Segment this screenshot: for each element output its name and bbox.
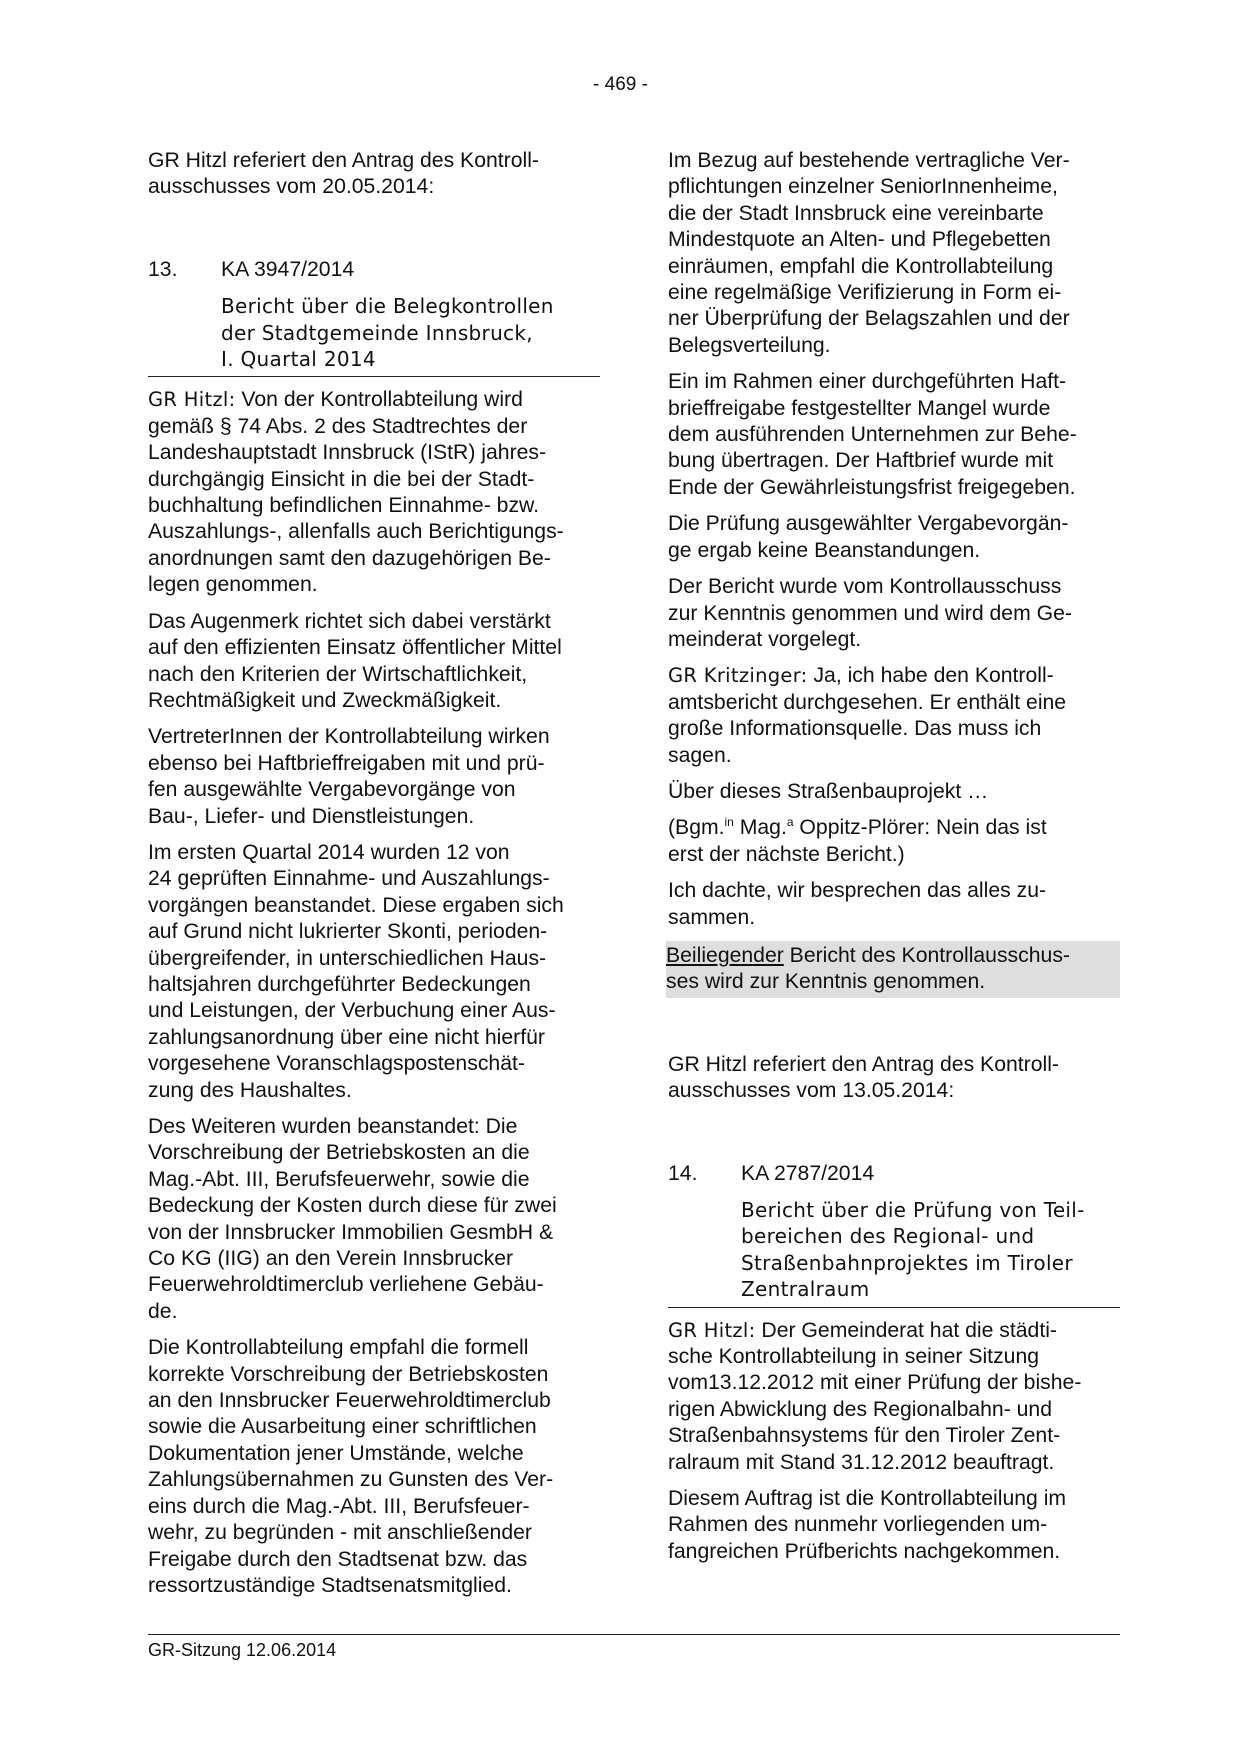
paragraph: Das Augenmerk richtet sich dabei verstärkt auf den effizienten Einsatz öffentlicher Mittel nach den Kriterien der Wirtschaftlichkeit, Rechtmäßigkeit und Zweckmäßigkeit. <box>148 609 562 712</box>
paragraph: GR Kritzinger: Ja, ich habe den Kontroll- amtsbericht durchgesehen. Er enthält eine große Informationsquelle. Das muss ich sagen. <box>668 664 1067 767</box>
item-number: 14. <box>668 1161 698 1185</box>
item-subject: Bericht über die Prüfung von Teil- bereichen des Regional- und Straßenbahnprojektes im Tiroler Zentralraum <box>741 1198 1085 1302</box>
paragraph: Die Kontrollabteilung empfahl die formell korrekte Vorschreibung der Betriebskosten an den Innsbrucker Feuerwehroldtimerclub sowie die Ausarbeitung einer schriftlichen Dokumentation jener Umstände, welche Zahlungsübernahmen zu Gunsten des Ver- eins durch die Mag.-Abt. III, Berufsfeuer- wehr, zu begründen - mit anschließender Freigabe durch den Stadtsenat bzw. das ressortzuständige Stadtsenatsmitglied. <box>148 1336 554 1597</box>
paragraph: Die Prüfung ausgewählter Vergabevorgän- ge ergab keine Beanstandungen. <box>668 512 1069 562</box>
item-code: KA 3947/2014 <box>221 257 355 281</box>
paragraph: Der Bericht wurde vom Kontrollausschuss zur Kenntnis genommen und wird dem Ge- meinderat vorgelegt. <box>668 575 1072 651</box>
page-number: - 469 - <box>593 74 648 95</box>
paragraph: Ich dachte, wir besprechen das alles zu- sammen. <box>668 879 1047 929</box>
item-subject: Bericht über die Belegkontrollen der Stadtgemeinde Innsbruck, I. Quartal 2014 <box>221 294 554 372</box>
paragraph: Diesem Auftrag ist die Kontrollabteilung im Rahmen des nunmehr vorliegenden um- fangreichen Prüfberichts nachgekommen. <box>668 1487 1067 1563</box>
footer-text: GR-Sitzung 12.06.2014 <box>148 1640 337 1660</box>
subject-divider <box>148 376 600 377</box>
speaker-name: GR Kritzinger: <box>668 664 808 688</box>
paragraph: VertreterInnen der Kontrollabteilung wirken ebenso bei Haftbrieffreigaben mit und prü- fen ausgewählte Vergabevorgänge von Bau-, Liefer- und Dienstleistungen. <box>148 725 550 828</box>
speaker-name: GR Hitzl: <box>668 1318 756 1342</box>
motion-intro: GR Hitzl referiert den Antrag des Kontroll- ausschusses vom 13.05.2014: <box>668 1052 1059 1103</box>
paragraph: Ein im Rahmen einer durchgeführten Haft- brieffreigabe festgestellter Mangel wurde dem ausführenden Unternehmen zur Behe- bung übertragen. Der Haftbrief wurde mit Ende der Gewährleistungsfrist freigegeben. <box>668 370 1077 499</box>
spacer <box>668 1008 1120 1052</box>
agenda-item-14 <box>668 1161 1120 1187</box>
paragraph: Im ersten Quartal 2014 wurden 12 von 24 geprüften Einnahme- und Auszahlungs- vorgängen beanstandet. Diese ergaben sich auf Grund nicht lukrierter Skonti, perioden- übergreifender, in unterschiedlichen Haus- haltsjahren durchgeführter Bedeckungen und Leistungen, der Verbuchung einer Aus- zahlungsanordnung über eine nicht hierfür vorgesehene Voranschlagspostenschät- zung des Haushaltes. <box>148 840 564 1102</box>
item-code: KA 2787/2014 <box>741 1161 875 1185</box>
left-column <box>148 148 600 1609</box>
paragraph: Des Weiteren wurden beanstandet: Die Vorschreibung der Betriebskosten an die Mag.-Abt. III, Berufsfeuerwehr, sowie die Bedeckung der Kosten durch diese für zwei von der Innsbrucker Immobilien GesmbH & Co KG (IIG) an den Verein Innsbrucker Feuerwehroldtimerclub verliehene Gebäu- de. <box>148 1115 557 1323</box>
subject-divider <box>668 1307 1120 1308</box>
footer-divider <box>148 1634 1120 1635</box>
interjection: (Bgm.$^{in}$ Mag.$^a$ Oppitz-Plörer: Nein das ist erst der nächste Bericht.) <box>668 815 1047 866</box>
paragraph: GR Hitzl: Der Gemeinderat hat die städti- sche Kontrollabteilung in seiner Sitzung vom13.12.2012 mit einer Prüfung der bishe- rigen Abwicklung des Regionalbahn- und Straßenbahnsystems für den Tiroler Zent- ralraum mit Stand 31.12.2012 beauftragt. <box>668 1318 1082 1474</box>
right-column <box>668 148 1120 1575</box>
resolution-underlined: Beiliegender <box>666 943 784 967</box>
paragraph: Im Bezug auf bestehende vertragliche Ver- pflichtungen einzelner SeniorInnenheime, die der Stadt Innsbruck eine vereinbarte Mindestquote an Alten- und Pflegebetten einräumen, empfahl die Kontrollabteilung eine regelmäßige Verifizierung in Form ei- ner Überprüfung der Belagszahlen und der Belegsverteilung. <box>668 149 1070 357</box>
resolution-box: Beiliegender Bericht des Kontrollausschus- ses wird zur Kenntnis genommen. <box>666 941 1120 998</box>
motion-intro: GR Hitzl referiert den Antrag des Kontroll- ausschusses vom 20.05.2014: <box>148 149 539 199</box>
item-number: 13. <box>148 257 178 281</box>
agenda-item-13 <box>148 257 600 283</box>
paragraph: Über dieses Straßenbauprojekt … <box>668 779 989 803</box>
speaker-name: GR Hitzl: <box>148 388 236 412</box>
paragraph: GR Hitzl: Von der Kontrollabteilung wird gemäß § 74 Abs. 2 des Stadtrechtes der Landeshauptstadt Innsbruck (IStR) jahres- durchgängig Einsicht in die bei der Stadt- buchhaltung befindlichen Einnahme- bzw. Auszahlungs-, allenfalls auch Berichtigungs- anordnungen samt den dazugehörigen Be- legen genommen. <box>148 388 564 597</box>
